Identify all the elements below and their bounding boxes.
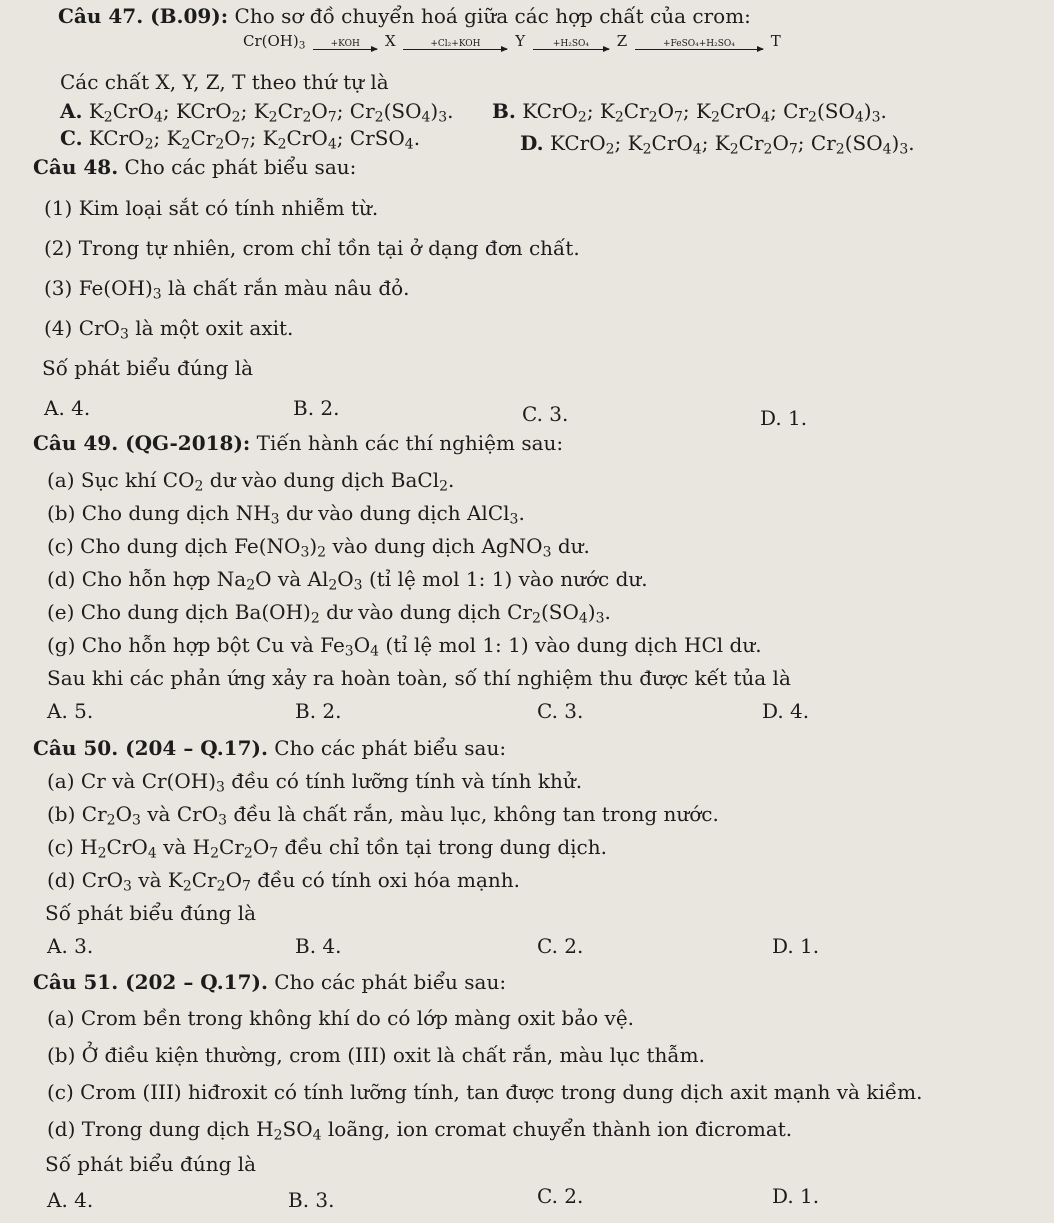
q48-option-d[interactable]: D. 1.: [760, 406, 808, 430]
q49-item-g: (g) Cho hỗn hợp bột Cu và $Fe_3O_4$ (tỉ lệ mol 1: 1) vào dung dịch HCl dư.: [47, 633, 762, 660]
q51-option-d[interactable]: D. 1.: [772, 1184, 820, 1208]
q50-b2: và: [140, 802, 177, 826]
q50-d3: đều có tính oxi hóa mạnh.: [250, 868, 521, 892]
q47-option-d[interactable]: D. KCrO$_2$; $K_2CrO_4$; $K_2Cr_2O_7$; $Cr_2(SO_4)_3$.: [520, 131, 915, 158]
q49-question: Sau khi các phản ứng xảy ra hoàn toàn, số thí nghiệm thu được kết tủa là: [47, 666, 791, 690]
q48-statement-3: (3) $Fe(OH)_3$ là chất rắn màu nâu đỏ.: [44, 276, 410, 303]
q48-option-b[interactable]: B. 2.: [293, 396, 340, 420]
q51-option-b[interactable]: B. 3.: [288, 1188, 335, 1212]
q49-item-c: (c) Cho dung dịch $Fe(NO_3)_2$ vào dung dịch AgNO$_3$ dư.: [47, 534, 590, 561]
q51-d2: loãng, ion cromat chuyển thành ion đicromat.: [321, 1117, 793, 1141]
q50-item-a: (a) Cr và $Cr(OH)_3$ đều có tính lưỡng tính và tính khử.: [47, 769, 583, 796]
q50-item-c: (c) $H_2CrO_4$ và $H_2Cr_2O_7$ đều chỉ tồn tại trong dung dịch.: [47, 835, 607, 862]
q49-b1: (b) Cho dung dịch: [47, 501, 236, 525]
q50-option-b[interactable]: B. 4.: [295, 934, 342, 958]
q50-c2: và: [156, 835, 193, 859]
q47-option-b[interactable]: B. KCrO$_2$; $K_2Cr_2O_7$; $K_2CrO_4$; $Cr_2(SO_4)_3$.: [492, 99, 887, 126]
q51-item-b: (b) Ở điều kiện thường, crom (III) oxit là chất rắn, màu lục thẫm.: [47, 1043, 705, 1067]
q49-item-b: (b) Cho dung dịch $NH_3$ dư vào dung dịch AlCl$_3$.: [47, 501, 525, 528]
q48-statement-1: (1) Kim loại sắt có tính nhiễm từ.: [44, 196, 379, 220]
q49-title: Câu 49. (QG-2018):: [33, 431, 251, 455]
q50-question: Số phát biểu đúng là: [45, 901, 257, 925]
q47-text: Cho sơ đồ chuyển hoá giữa các hợp chất của crom:: [234, 4, 751, 28]
q47-title: Câu 47. (B.09):: [58, 4, 229, 28]
q47-b-label: B.: [492, 99, 516, 123]
scheme-z: Z: [616, 32, 628, 50]
q51-d1: (d) Trong dung dịch: [47, 1117, 257, 1141]
q49-option-a[interactable]: A. 5.: [47, 699, 94, 723]
q49-g1: (g) Cho hỗn hợp bột Cu và: [47, 633, 321, 657]
q48-heading: [33, 155, 356, 179]
q51-item-c: (c) Crom (III) hiđroxit có tính lưỡng tính, tan được trong dung dịch axit mạnh và kiềm.: [47, 1080, 923, 1104]
q50-option-d[interactable]: D. 1.: [772, 934, 820, 958]
q49-item-e: (e) Cho dung dịch $Ba(OH)_2$ dư vào dung dịch $Cr_2(SO_4)_3$.: [47, 600, 611, 627]
q51-title: Câu 51. (202 – Q.17).: [33, 970, 268, 994]
q50-option-c[interactable]: C. 2.: [537, 934, 584, 958]
q48-title: Câu 48.: [33, 155, 119, 179]
q49-a2: dư vào dung dịch: [203, 468, 391, 492]
q49-d2: và: [271, 567, 308, 591]
q47-c-label: C.: [60, 126, 83, 150]
q50-title: Câu 50. (204 – Q.17).: [33, 736, 268, 760]
q50-c1: (c): [47, 835, 81, 859]
q48-question: Số phát biểu đúng là: [42, 356, 254, 380]
q48-statement-2: (2) Trong tự nhiên, crom chỉ tồn tại ở dạng đơn chất.: [44, 236, 580, 260]
q48-statement-4: (4) CrO$_3$ là một oxit axit.: [44, 316, 294, 343]
q49-b2: dư vào dung dịch: [279, 501, 467, 525]
q50-d2: và: [131, 868, 168, 892]
q50-c3: đều chỉ tồn tại trong dung dịch.: [278, 835, 607, 859]
q47-option-c[interactable]: C. KCrO$_2$; $K_2Cr_2O_7$; $K_2CrO_4$; CrSO$_4$.: [60, 126, 421, 153]
q50-a1: (a) Cr và: [47, 769, 142, 793]
q50-b3: đều là chất rắn, màu lục, không tan trong nước.: [227, 802, 719, 826]
q51-text: Cho các phát biểu sau:: [274, 970, 507, 994]
q51-item-d: (d) Trong dung dịch $H_2SO_4$ loãng, ion cromat chuyển thành ion đicromat.: [47, 1117, 793, 1144]
q50-item-b: (b) $Cr_2O_3$ và CrO$_3$ đều là chất rắn, màu lục, không tan trong nước.: [47, 802, 719, 829]
q49-e2: dư vào dung dịch: [319, 600, 508, 624]
q50-a2: đều có tính lưỡng tính và tính khử.: [224, 769, 583, 793]
q51-question: Số phát biểu đúng là: [45, 1152, 257, 1176]
arrow-1-label: +KOH: [330, 39, 360, 49]
scheme-start-sub: 3: [298, 39, 306, 52]
q47-option-a[interactable]: A. $K_2CrO_4$; KCrO$_2$; $K_2Cr_2O_7$; $Cr_2(SO_4)_3$.: [60, 99, 454, 126]
q49-a1: (a) Sục khí: [47, 468, 163, 492]
q49-option-c[interactable]: C. 3.: [537, 699, 584, 723]
q50-option-a[interactable]: A. 3.: [47, 934, 94, 958]
q47-d-label: D.: [520, 131, 544, 155]
q50-text: Cho các phát biểu sau:: [274, 736, 507, 760]
arrow-4-label: +FeSO₄+H₂SO₄: [662, 39, 735, 49]
q47-a-label: A.: [60, 99, 83, 123]
q48-s4-pre: (4): [44, 316, 79, 340]
q47-question: Các chất X, Y, Z, T theo thứ tự là: [60, 70, 389, 94]
q50-heading: [33, 736, 506, 760]
q49-item-a: (a) Sục khí $CO_2$ dư vào dung dịch BaCl$_2$.: [47, 468, 455, 495]
q51-heading: [33, 970, 506, 994]
q49-g2: (tỉ lệ mol 1: 1) vào dung dịch HCl dư.: [379, 633, 762, 657]
q49-d1: (d) Cho hỗn hợp: [47, 567, 217, 591]
scheme-arrow-2: [403, 39, 507, 50]
scheme-start: Cr(OH): [243, 32, 299, 50]
scheme-y: Y: [515, 32, 526, 50]
arrow-3-label: +H₂SO₄: [552, 39, 589, 49]
q49-item-d: (d) Cho hỗn hợp $Na_2O$ và $Al_2O_3$ (tỉ lệ mol 1: 1) vào nước dư.: [47, 567, 648, 594]
q48-s4-post: là một oxit axit.: [128, 316, 294, 340]
q51-option-a[interactable]: A. 4.: [47, 1188, 94, 1212]
q50-b1: (b): [47, 802, 82, 826]
q48-option-c[interactable]: C. 3.: [522, 402, 569, 426]
q50-d1: (d): [47, 868, 82, 892]
scheme-arrow-3: [533, 39, 609, 50]
scheme-arrow-1: [313, 39, 377, 50]
q48-text: Cho các phát biểu sau:: [124, 155, 357, 179]
q49-e1: (e) Cho dung dịch: [47, 600, 235, 624]
q49-option-b[interactable]: B. 2.: [295, 699, 342, 723]
q49-c2: vào dung dịch: [326, 534, 482, 558]
q49-d3: (tỉ lệ mol 1: 1) vào nước dư.: [362, 567, 648, 591]
q47-heading: [58, 4, 751, 28]
q48-s3-pre: (3): [44, 276, 79, 300]
q49-heading: [33, 431, 563, 455]
q48-option-a[interactable]: A. 4.: [44, 396, 91, 420]
q48-s3-post: là chất rắn màu nâu đỏ.: [161, 276, 410, 300]
q49-c1: (c) Cho dung dịch: [47, 534, 235, 558]
q49-c3: dư.: [551, 534, 590, 558]
q50-item-d: (d) CrO$_3$ và $K_2Cr_2O_7$ đều có tính oxi hóa mạnh.: [47, 868, 521, 895]
scheme-x: X: [384, 32, 396, 50]
scheme-t: T: [770, 32, 781, 50]
q51-item-a: (a) Crom bền trong không khí do có lớp màng oxit bảo vệ.: [47, 1006, 635, 1030]
q47-scheme: [243, 32, 781, 50]
q49-text: Tiến hành các thí nghiệm sau:: [256, 431, 564, 455]
arrow-2-label: +Cl₂+KOH: [430, 39, 481, 49]
scheme-arrow-4: [635, 39, 763, 50]
q51-option-c[interactable]: C. 2.: [537, 1184, 584, 1208]
q49-option-d[interactable]: D. 4.: [762, 699, 810, 723]
